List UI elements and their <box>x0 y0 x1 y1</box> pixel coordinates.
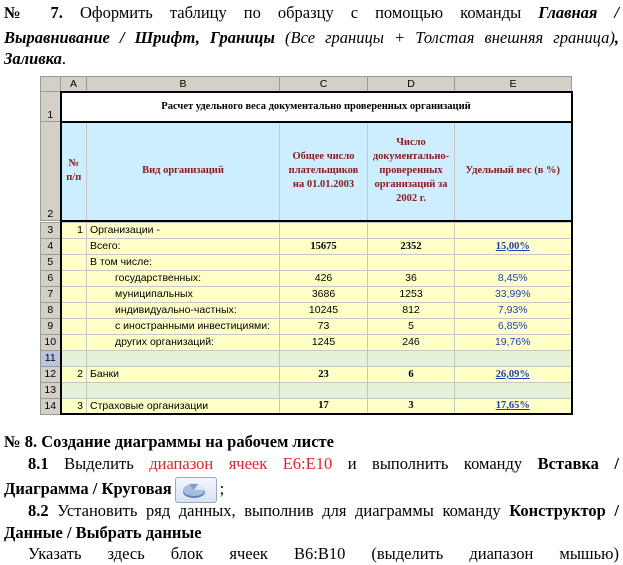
step-number: 8.2 <box>28 501 49 520</box>
step-8-1: 8.1 Выделить диапазон ячеек Е6:Е10 и выполнить команду Вставка / <box>28 454 620 473</box>
cell-share[interactable] <box>455 382 572 398</box>
task7-line2: Выравнивание / Шрифт, Границы (Все границы + Толстая внешняя граница), <box>4 28 619 47</box>
header-checked[interactable]: Число документально-проверенных организаций за 2002 г. <box>368 122 455 221</box>
header-share[interactable]: Удельный вес (в %) <box>455 122 572 221</box>
step-8-2: 8.2 Установить ряд данных, выполнив для диаграммы команду Конструктор / <box>28 501 619 520</box>
row-header[interactable]: 1 <box>41 92 61 122</box>
cmd-diagramma: Диаграмма / Круговая <box>4 478 172 498</box>
table-row <box>41 382 572 398</box>
cell-type[interactable]: других организаций: <box>87 334 280 350</box>
step-8-1-cont: Диаграмма / Круговая ; <box>4 477 619 503</box>
cell-total[interactable]: 10245 <box>280 302 368 318</box>
header-type[interactable]: Вид организаций <box>87 122 280 221</box>
cell-type[interactable]: индивидуально-частных: <box>87 302 280 318</box>
row-header[interactable]: 8 <box>41 302 61 318</box>
cmd-glavnaya: Главная <box>538 3 598 22</box>
cell-type[interactable]: муниципальных <box>87 286 280 302</box>
cell-share[interactable] <box>455 350 572 366</box>
cell-total[interactable]: 15675 <box>280 238 368 254</box>
cell-share[interactable] <box>455 222 572 238</box>
col-header-c[interactable]: C <box>280 77 368 92</box>
row-header[interactable]: 3 <box>41 222 61 238</box>
cell-number[interactable]: 2 <box>61 366 87 382</box>
cell-total[interactable]: 17 <box>280 398 368 414</box>
cell-total[interactable] <box>280 382 368 398</box>
cell-checked[interactable] <box>368 222 455 238</box>
cell-share[interactable]: 33,99% <box>455 286 572 302</box>
cell-checked[interactable]: 36 <box>368 270 455 286</box>
cell-number[interactable]: 3 <box>61 398 87 414</box>
header-row <box>41 122 572 221</box>
cell-type[interactable]: Страховые организации <box>87 398 280 414</box>
table-title[interactable]: Расчет удельного веса документально проверенных организаций <box>61 92 572 122</box>
cell-total[interactable]: 1245 <box>280 334 368 350</box>
cell-type[interactable] <box>87 350 280 366</box>
cell-number[interactable] <box>61 350 87 366</box>
col-header-e[interactable]: E <box>455 77 572 92</box>
col-header-d[interactable]: D <box>368 77 455 92</box>
cmd-zalivka: Заливка <box>4 49 62 68</box>
cell-type[interactable] <box>87 382 280 398</box>
step-number: 8.1 <box>28 454 49 473</box>
row-header[interactable]: 4 <box>41 238 61 254</box>
cmd-shrift: Шрифт, Границы <box>134 28 275 47</box>
row-header[interactable]: 9 <box>41 318 61 334</box>
table-row <box>41 318 572 334</box>
task7-line1: № 7. Оформить таблицу по образцу с помощью команды Главная / <box>4 3 619 22</box>
cell-total[interactable]: 426 <box>280 270 368 286</box>
cell-checked[interactable]: 1253 <box>368 286 455 302</box>
cell-number[interactable]: 1 <box>61 222 87 238</box>
range-highlight: диапазон ячеек Е6:Е10 <box>149 454 333 473</box>
cell-share[interactable]: 17,65% <box>455 398 572 414</box>
cell-type[interactable]: Организации - <box>87 222 280 238</box>
col-header-a[interactable]: A <box>61 77 87 92</box>
cell-share[interactable]: 26,09% <box>455 366 572 382</box>
cmd-konstruktor: Конструктор <box>509 501 606 520</box>
cell-total[interactable]: 73 <box>280 318 368 334</box>
cell-total[interactable]: 3686 <box>280 286 368 302</box>
spreadsheet-grid <box>40 76 573 222</box>
row-header[interactable]: 6 <box>41 270 61 286</box>
task7-line3: Заливка. <box>4 49 66 68</box>
cell-type[interactable]: В том числе: <box>87 254 280 270</box>
data-rows <box>40 222 573 416</box>
cell-type[interactable]: государственных: <box>87 270 280 286</box>
row-header[interactable]: 2 <box>41 122 61 221</box>
row-header[interactable]: 11 <box>41 350 61 366</box>
cell-number[interactable] <box>61 302 87 318</box>
cell-checked[interactable]: 246 <box>368 334 455 350</box>
cell-checked[interactable]: 3 <box>368 398 455 414</box>
cell-share[interactable]: 6,85% <box>455 318 572 334</box>
row-header[interactable]: 12 <box>41 366 61 382</box>
cell-number[interactable] <box>61 382 87 398</box>
spreadsheet-sample <box>40 76 571 415</box>
cell-number[interactable] <box>61 270 87 286</box>
table-row <box>41 222 572 238</box>
row-header[interactable]: 10 <box>41 334 61 350</box>
table-row <box>41 302 572 318</box>
cell-share[interactable]: 7,93% <box>455 302 572 318</box>
cell-number[interactable] <box>61 254 87 270</box>
row-header[interactable]: 13 <box>41 382 61 398</box>
borders-note: (Все границы + Толстая внешняя граница) <box>274 28 615 47</box>
task7-number: № 7. <box>4 3 63 22</box>
table-row <box>41 270 572 286</box>
table-row <box>41 366 572 382</box>
cell-share[interactable] <box>455 254 572 270</box>
table-row <box>41 254 572 270</box>
header-total[interactable]: Общее число плательщиков на 01.01.2003 <box>280 122 368 221</box>
cell-checked[interactable] <box>368 382 455 398</box>
table-row <box>41 398 572 414</box>
cell-checked[interactable]: 812 <box>368 302 455 318</box>
col-header-b[interactable]: B <box>87 77 280 92</box>
cell-share[interactable]: 15,00% <box>455 238 572 254</box>
table-row <box>41 334 572 350</box>
row-header[interactable]: 5 <box>41 254 61 270</box>
cell-checked[interactable] <box>368 254 455 270</box>
cell-type[interactable]: Банки <box>87 366 280 382</box>
table-row <box>41 286 572 302</box>
task7-text: Оформить таблицу по образцу с помощью команды <box>62 3 539 22</box>
cell-type[interactable]: Всего: <box>87 238 280 254</box>
cell-number[interactable] <box>61 318 87 334</box>
row-header[interactable]: 14 <box>41 398 61 414</box>
cell-share[interactable]: 19,76% <box>455 334 572 350</box>
table-row <box>41 350 572 366</box>
cmd-vstavka: Вставка <box>537 454 599 473</box>
cell-checked[interactable]: 2352 <box>368 238 455 254</box>
cell-total[interactable]: 23 <box>280 366 368 382</box>
cell-checked[interactable]: 5 <box>368 318 455 334</box>
cell-checked[interactable] <box>368 350 455 366</box>
cell-number[interactable] <box>61 238 87 254</box>
cell-number[interactable] <box>61 334 87 350</box>
cmd-vyravnivanie: Выравнивание <box>4 28 110 47</box>
cell-share[interactable]: 8,45% <box>455 270 572 286</box>
cell-total[interactable] <box>280 254 368 270</box>
cell-total[interactable] <box>280 222 368 238</box>
table-row <box>41 238 572 254</box>
cell-total[interactable] <box>280 350 368 366</box>
task8-heading: № 8. Создание диаграммы на рабочем листе <box>4 432 334 451</box>
cell-number[interactable] <box>61 286 87 302</box>
corner-cell[interactable] <box>41 77 61 92</box>
row-header[interactable]: 7 <box>41 286 61 302</box>
column-headers <box>41 77 572 92</box>
table-row <box>41 92 572 122</box>
step-8-2-cont: Данные / Выбрать данные <box>4 523 202 542</box>
header-number[interactable]: № п/п <box>61 122 87 221</box>
cell-checked[interactable]: 6 <box>368 366 455 382</box>
cell-type[interactable]: с иностранными инвестициями: <box>87 318 280 334</box>
step-8-2-last: Указать здесь блок ячеек В6:В10 (выделить диапазон мышью) <box>28 544 619 563</box>
